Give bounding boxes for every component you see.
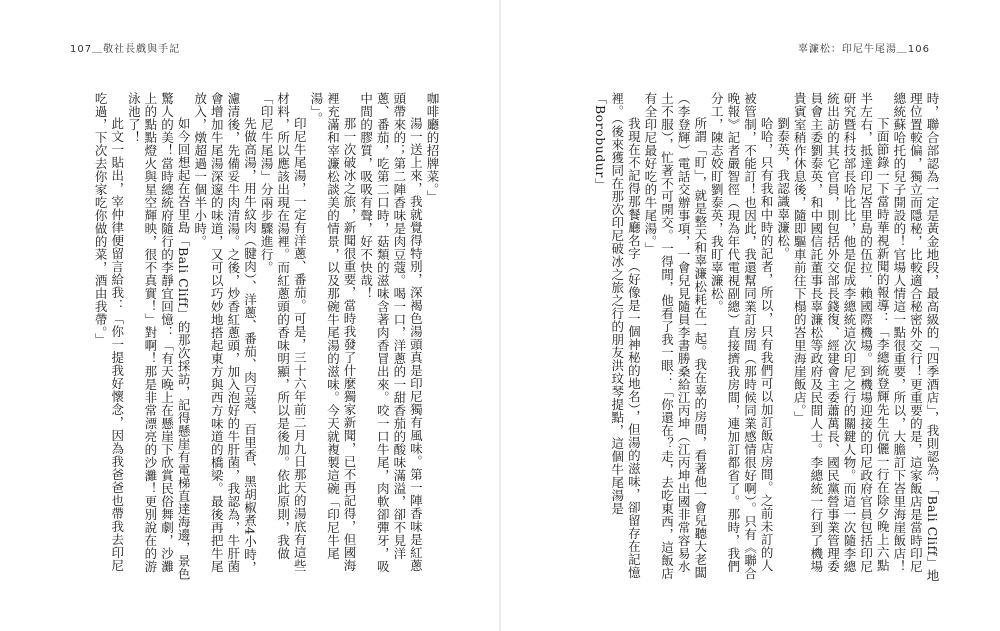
left-paragraph: 咖啡廳的招牌菜。」 — [425, 92, 440, 203]
right-page — [500, 0, 1000, 631]
right-running-head: 辜濂松：印尼牛尾湯＿106 — [797, 44, 930, 55]
right-paragraph: 我現在不記得那餐廳名字（好像是一個神秘的地名），但湯的滋味，卻留存在記憶裡。（後來獲同在那次印尼破冰之旅之行的朋友洪玟琴提點，這個牛尾湯是「Borobudur」 — [593, 92, 642, 579]
left-paragraph: 此文一貼出，宰仲律便留言給我：「你一提我好懷念，因為我爸爸也帶我去印尼吃過，下次去你家吃你做的菜，酒由我帶。」 — [93, 92, 125, 572]
right-paragraph: 時，聯合部認為一定是黃金地段，最高級的「四季酒店」，我則認為，「Bali Cliff」地理位置較偏，獨立而隱秘，比較適合秘密外交行！更重要的是，這家飯店是當時印尼總統蘇哈托的兒子開設的！官場人情這一點很重要，所以，大膽訂下峇里海崖飯店！ — [891, 92, 940, 582]
right-paragraph: 所謂「盯」，就是整天和辜濂松耗在一起。我在辜的房間，看著他一會兒聽大老闆（李登輝）電話交辦事項，一會兒見隨員李書勝桑給江丙坤（江丙坤出國非常容易水土不服），忙著不可開交。一得閒，他看了我一眼：「你還在？走，去吃東西，這飯店有全印尼最好吃的牛尾湯。」 — [642, 92, 708, 580]
left-paragraph: 印尼牛尾湯，一定有洋蔥、番茄。可是，三十六年前二月九日那天的湯底有這些材料，所以應該出現在湯裡。而紅蔥頭的香味明顯，所以是後加。依此原則，我做「印尼牛尾湯」分兩步驟進行。 — [259, 92, 308, 572]
left-paragraph: 那一次破冰之旅，新聞很重要，當時我發了什麼獨家新聞，已不再記得，但國海裡充滿和宰濂松談美的情景，以及那碗牛尾湯的滋味。今天就複製這碗「印尼牛尾湯」。 — [308, 92, 358, 572]
left-running-head: 107＿敬社長戲與手記 — [70, 44, 181, 55]
right-paragraph: 哈哈，只有我和中時的記者，所以，只有我們可以加訂飯店房間。之前未訂的人被管制，不能訂！也因此，我還幫同業訂房間（那時候同業感情很好啊）。只有《聯合晚報》記者嚴智徑（現為年代電視副總）直接擠我房間，連加訂都省了。那時，我們分工，陳志姣盯劉泰英，我盯辜濂松。 — [709, 92, 775, 580]
right-body-text — [545, 92, 940, 582]
left-body-text — [70, 92, 440, 582]
left-paragraph: 先做高湯，用牛紋肉（腱肉）、洋蔥、番茄、肉豆蔻、百里香、黑胡椒煮4小時，濾清後，先備妥牛肉清湯。之後，炒香紅蔥頭，加入泡好的牛肝菌，我認為，牛肝菌會增加牛尾湯深邃的味道，又可以巧妙地搭起東方與西方味道的橋梁。最後再把牛尾放入，燉超過一個半小時。 — [192, 92, 258, 575]
left-paragraph: 湯一送上來，我就覺得特別，深褐色湯頭真是印尼獨有風味。第一陣香味是紅蔥頭帶來的；第二陣香味是肉豆蔻。喝一口，洋蔥的一甜香茄的酸味滿溢，卻不見洋蔥、番茄，吃第二口時，菇類的滋味含著肉香冒出來。咬一口牛尾，肉軟卻彈牙，吸中間的膠質，吸吸有聲，好不快哉！ — [358, 92, 424, 573]
right-paragraph: 劉泰英，我認識辜濂松。 — [775, 117, 791, 260]
right-paragraph: 下面節錄一下當時華視新聞的報導：「李總統登輝先生伉儷一行在除夕晚上六點半左右，抵達印尼峇里島的伍拉．賴國際機場。到機場迎接的印尼政府官員包括印尼研究暨科技部長哈比比，他是促成李總統這次印尼之行的關鍵人物。而這一次隨李總統出訪的其它官員，則包括外交部長錢復、經建會主委蕭萬長、國民黨營事業管理委員會主委劉泰英，和中國信託董事長辜濂松等政府及民間人士。李總統一行到了機場貴賓室稍作休息後，隨即驅車前往下榻的峇里海崖飯店。」 — [792, 92, 891, 573]
left-paragraph: 如今回想起在峇里島「Bali Cliff」的那次採訪，記得懸崖有電梯直達海邊，景色驚人的美！當時總統府隨行的李靜宜回憶：「有天晚上在懸崖下欣賞民俗舞劇，沙灘上的點點燈火與星空輝映，很不真實！」對啊！那是非常漂亮的沙灘！更別說在的游泳池了！ — [126, 92, 192, 581]
